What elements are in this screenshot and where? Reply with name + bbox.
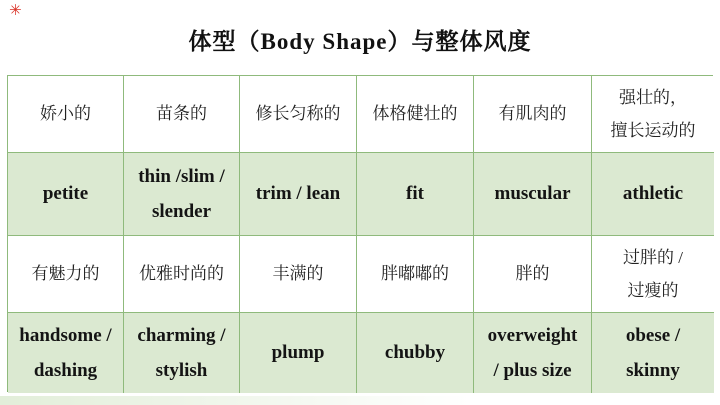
table-cell-line: / plus size (493, 359, 572, 381)
table-cell (357, 153, 474, 236)
page-title: 体型（Body Shape）与整体风度 (188, 29, 532, 54)
table-cell (357, 76, 474, 153)
table-cell (474, 153, 592, 236)
table-cell (8, 76, 124, 153)
table-cell-line: trim / lean (255, 183, 341, 205)
table-cell (240, 236, 357, 313)
table-cell-line: 丰满的 (272, 264, 324, 284)
bottom-green-strip (0, 396, 470, 405)
table-cell-line: 过瘦的 (627, 280, 679, 300)
table-cell-line: handsome / (19, 324, 112, 346)
table-cell-line: 苗条的 (156, 104, 207, 124)
table-cell-line: 优雅时尚的 (139, 264, 224, 284)
table-cell-line: stylish (155, 359, 208, 381)
table-cell (592, 76, 714, 153)
table-cell (240, 313, 357, 393)
table-cell-line: 擅长运动的 (610, 120, 696, 140)
table-cell (124, 313, 240, 393)
table-cell (474, 236, 592, 313)
table-cell-line: obese / (625, 324, 681, 346)
table-cell-line: 过胖的 / (623, 248, 683, 268)
table-cell (124, 153, 240, 236)
table-cell (8, 153, 124, 236)
table-cell (124, 236, 240, 313)
table-cell-line: chubby (384, 342, 446, 364)
table-cell-line: 体格健壮的 (372, 104, 458, 124)
table-cell-line: 胖的 (515, 264, 550, 284)
vocab-table (7, 75, 713, 392)
table-cell-line: fit (406, 183, 424, 205)
table-cell-line: athletic (622, 183, 684, 205)
table-cell (592, 313, 714, 393)
table-cell (124, 76, 240, 153)
table-cell-line: plump (271, 342, 325, 364)
table-cell (474, 313, 592, 393)
table-cell-line: thin /slim / (138, 165, 225, 187)
table-cell-line: skinny (626, 359, 680, 381)
table-cell-line: charming / (137, 324, 226, 346)
table-cell-line: 有魅力的 (31, 264, 100, 284)
table-cell-line: 娇小的 (40, 104, 91, 124)
table-cell (8, 236, 124, 313)
table-cell (240, 76, 357, 153)
table-cell (592, 236, 714, 313)
table-cell (8, 313, 124, 393)
table-cell (357, 313, 474, 393)
table-cell-line: petite (42, 183, 89, 205)
red-asterisk-icon: ✳ (9, 1, 22, 19)
table-cell-line: overweight (487, 324, 578, 346)
table-cell-line: 修长匀称的 (255, 104, 341, 124)
table-cell (240, 153, 357, 236)
table-cell-line: muscular (494, 183, 571, 205)
table-cell (592, 153, 714, 236)
table-cell-line: slender (151, 200, 212, 222)
table-cell-line: 强壮的， (619, 88, 687, 108)
table-cell-line: 胖嘟嘟的 (381, 264, 449, 284)
table-cell-line: 有肌肉的 (498, 104, 567, 124)
table-cell (357, 236, 474, 313)
table-cell (474, 76, 592, 153)
table-cell-line: dashing (33, 359, 98, 381)
